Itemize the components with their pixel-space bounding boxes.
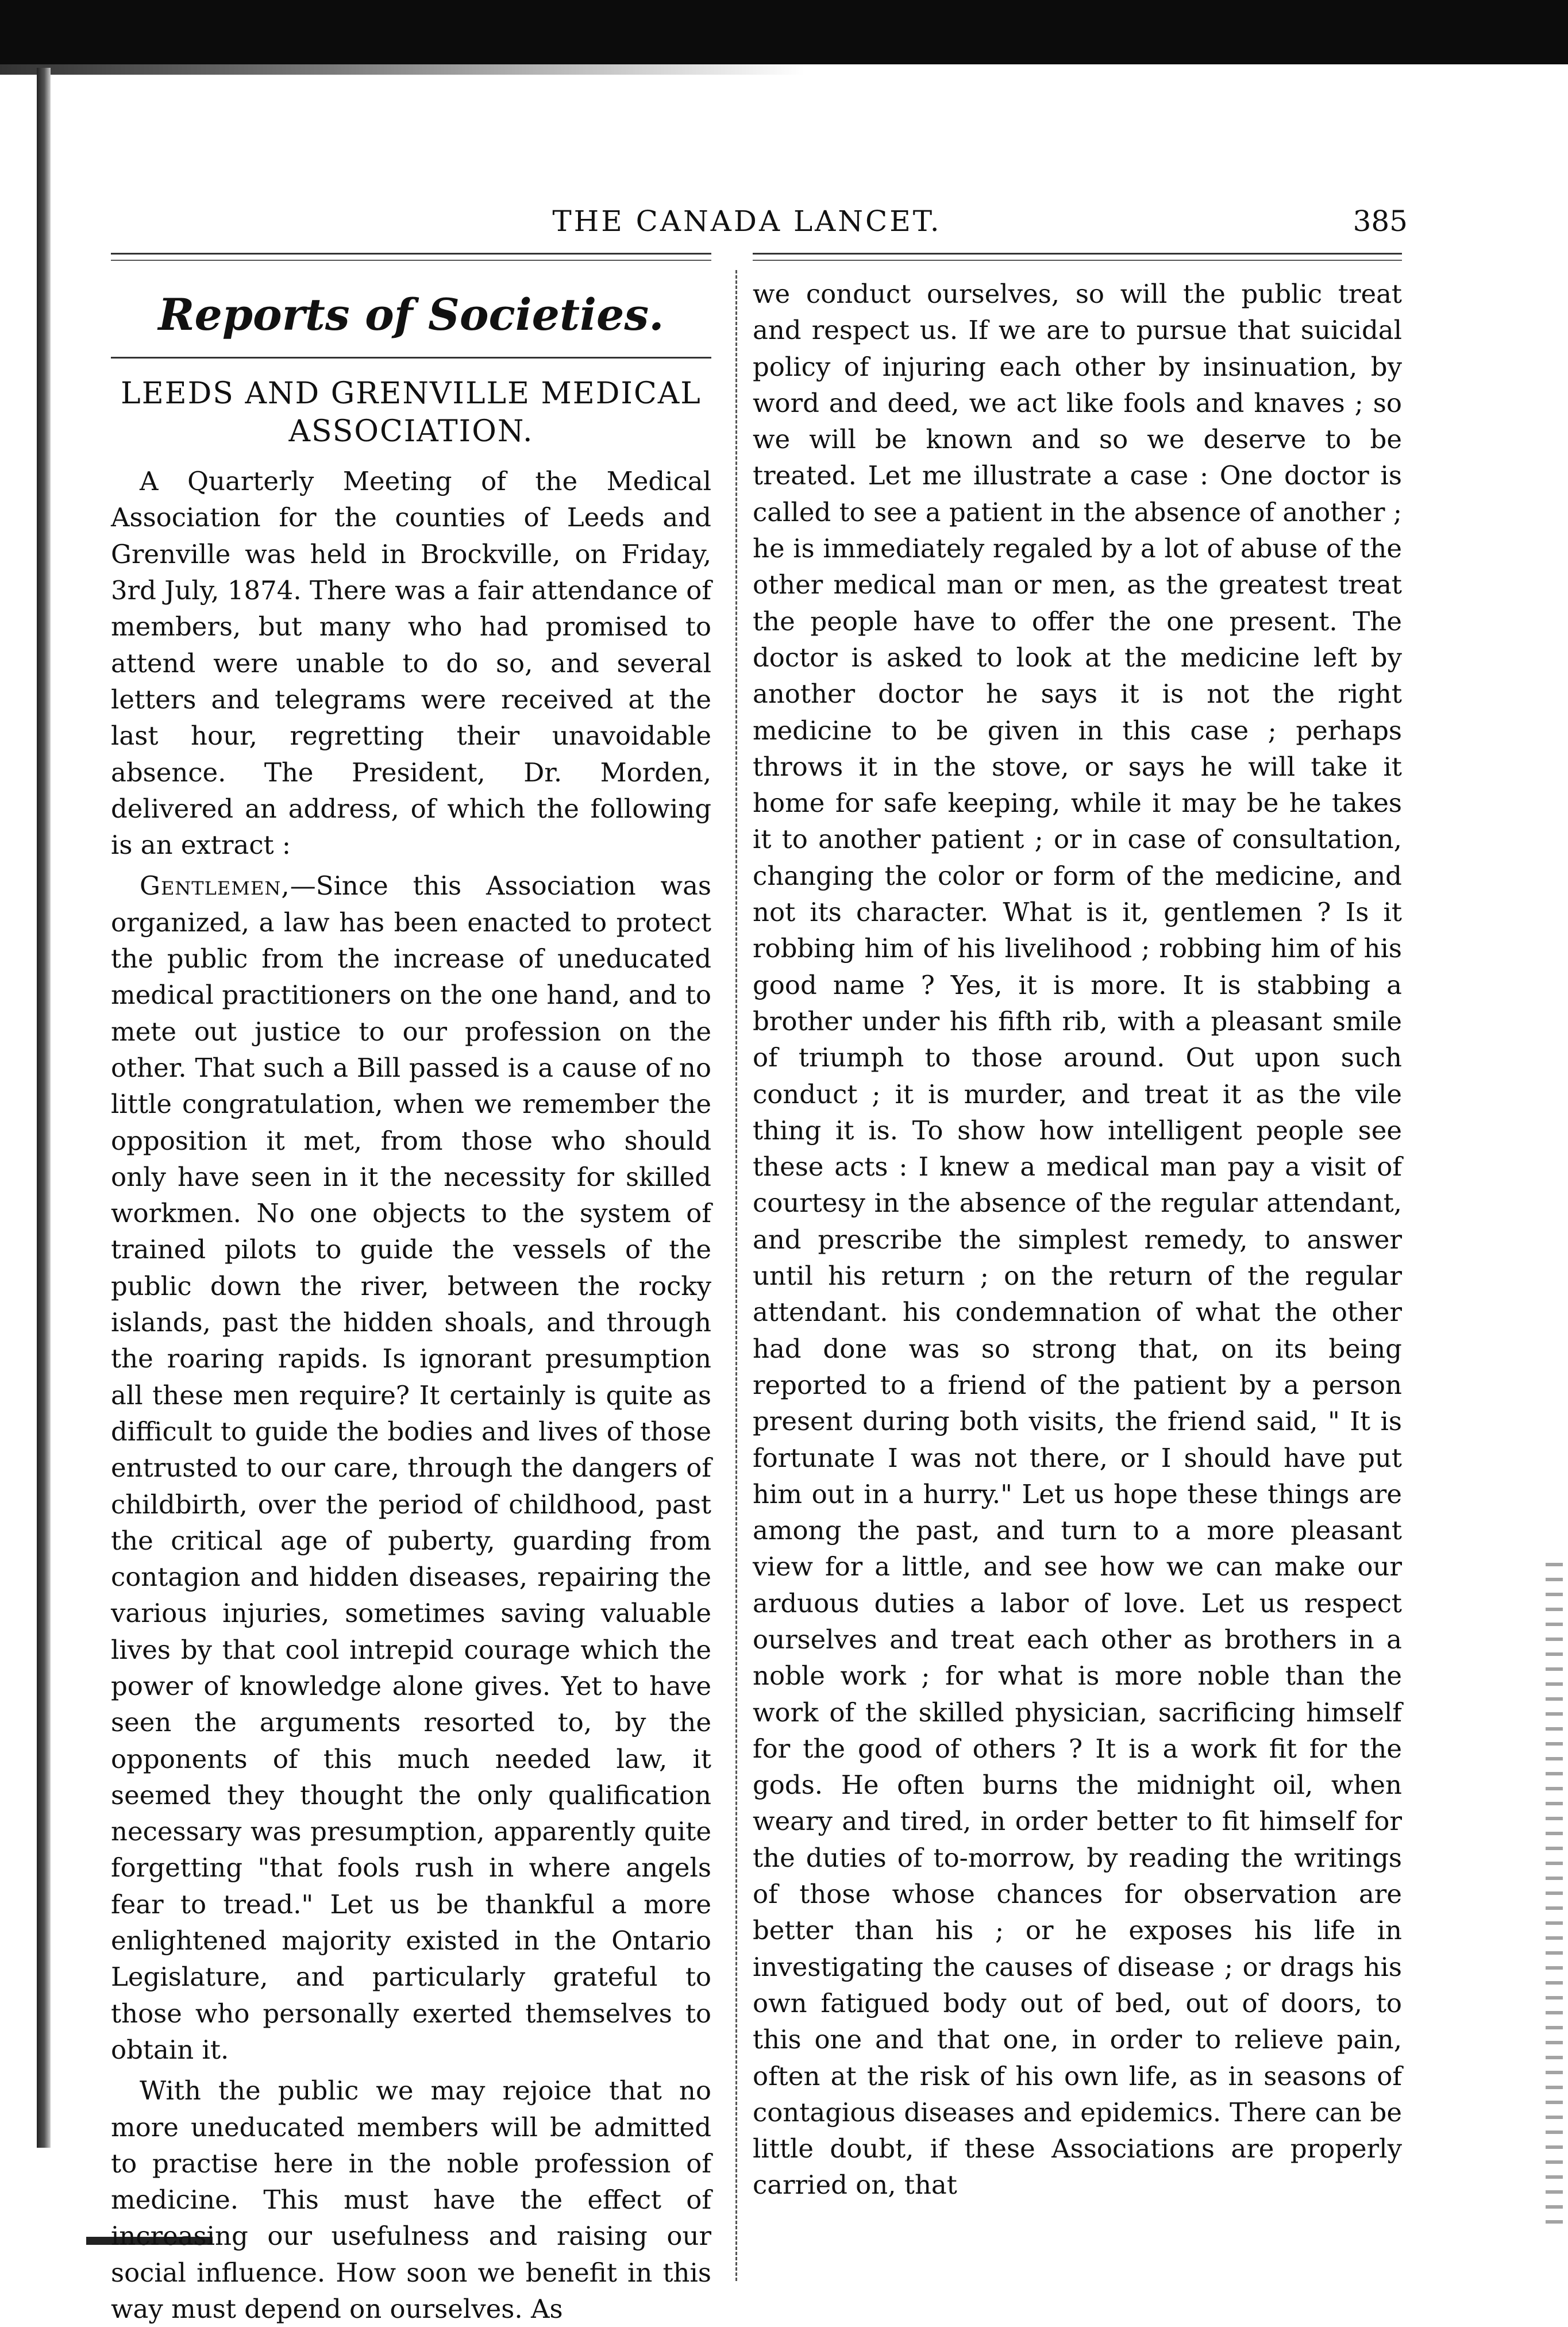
left-column <box>111 276 711 2327</box>
scan-top-border-fade <box>0 64 804 75</box>
scan-edge-specks <box>1546 1563 1563 2224</box>
paragraph <box>111 868 711 2068</box>
column-divider <box>735 270 737 2281</box>
header-rule-left-2 <box>111 260 711 261</box>
scan-binding-edge <box>37 68 51 2148</box>
section-rule <box>111 357 711 359</box>
page-number: 385 <box>1353 205 1408 238</box>
header-rule-right <box>753 253 1402 255</box>
right-column <box>753 276 1402 2203</box>
running-head: THE CANADA LANCET. <box>552 205 942 238</box>
scan-top-border <box>0 0 1568 64</box>
paragraph-text: —Since this Association was organized, a law has been enacted to protect the public from the increase of uneducated medical practitioners on the one hand, and to mete out justice to our profession on the other. That such a Bill passed is a cause of no little congratulation, when we remember the opposition it met, from those who should only have seen in it the necessity for skilled workmen. No one objects to the system of trained pilots to guide the vessels of the public down the river, between the rocky islands, past the hidden shoals, and through the roaring rapids. Is ignorant presumption all these men require? It certainly is quite as difficult to guide the bodies and lives of those entrusted to our care, through the dangers of childbirth, over the period of childhood, past the critical age of puberty, guarding from contagion and hidden diseases, repairing the various injuries, sometimes saving valuable lives by that cool intrepid courage which the power of knowledge alone gives. Yet to have seen the arguments resorted to, by the opponents of this much needed law, it seemed they thought the only qualification necessary was presumption, apparently quite forgetting "that fools rush in where angels fear to tread." Let us be thankful a more enlightened majority existed in the Ontario Legislature, and particularly grateful to those who personally exerted themselves to obtain it. <box>111 870 711 2065</box>
header-rule-right-2 <box>753 260 1402 261</box>
paragraph: A Quarterly Meeting of the Medical Association for the counties of Leeds and Grenville was held in Brockville, on Friday, 3rd July, 1874. There was a fair attendance of members, but many who had promised to attend were unable to do so, and several letters and telegrams were received at the last hour, regretting their unavoidable absence. The President, Dr. Morden, delivered an address, of which the following is an extract : <box>111 466 711 861</box>
header-rule-left <box>111 253 711 255</box>
section-title: Reports of Societies. <box>158 289 664 340</box>
article-heading: LEEDS AND GRENVILLE MEDICAL ASSOCIATION. <box>121 376 702 449</box>
paragraph: With the public we may rejoice that no more uneducated members will be admitted to practise here in the noble profession of medicine. This must have the effect of increasing our usefulness and raising our social influence. How soon we benefit in this way must depend on ourselves. As <box>111 2075 711 2325</box>
salutation: Gentlemen, <box>140 870 290 901</box>
paragraph: we conduct ourselves, so will the public treat and respect us. If we are to pursue that suicidal policy of injuring each other by insinuation, by word and deed, we act like fools and knaves ; so we will be known and so we deserve to be treated. Let me illustrate a case : One doctor is called to see a patient in the absence of another ; he is immediately regaled by a lot of abuse of the other medical man or men, as the greatest treat the people have to offer the one present. The doctor is asked to look at the medicine left by another doctor he says it is not the right medicine to be given in this case ; perhaps throws it in the stove, or says he will take it home for safe keeping, while it may be he takes it to another patient ; or in case of consultation, changing the color or form of the medicine, and not its character. What is it, gentlemen ? Is it robbing him of his livelihood ; robbing him of his good name ? Yes, it is more. It is stabbing a brother under his fifth rib, with a pleasant smile of triumph to those around. Out upon such conduct ; it is murder, and treat it as the vile thing it is. To show how intelligent people see these acts : I knew a medical man pay a visit of courtesy in the absence of the regular attendant, and prescribe the simplest remedy, to answer until his return ; on the return of the regular attendant. his condemnation of what the other had done was so strong that, on its being reported to a friend of the patient by a person present during both visits, the friend said, " It is fortunate I was not there, or I should have put him out in a hurry." Let us hope these things are among the past, and turn to a more pleasant view for a little, and see how we can make our arduous duties a labor of love. Let us respect ourselves and treat each other as brothers in a noble work ; for what is more noble than the work of the skilled physician, sacrificing himself for the good of others ? It is a work fit for the gods. He often burns the midnight oil, when weary and tired, in order better to fit himself for the duties of to-morrow, by reading the writings of those whose chances for observation are better than his ; or he exposes his life in investigating the causes of disease ; or drags his own fatigued body out of bed, out of doors, to this one and that one, in order to relieve pain, often at the risk of his own life, as in seasons of contagious diseases and epidemics. There can be little doubt, if these Associations are properly carried on, that <box>753 279 1402 2201</box>
